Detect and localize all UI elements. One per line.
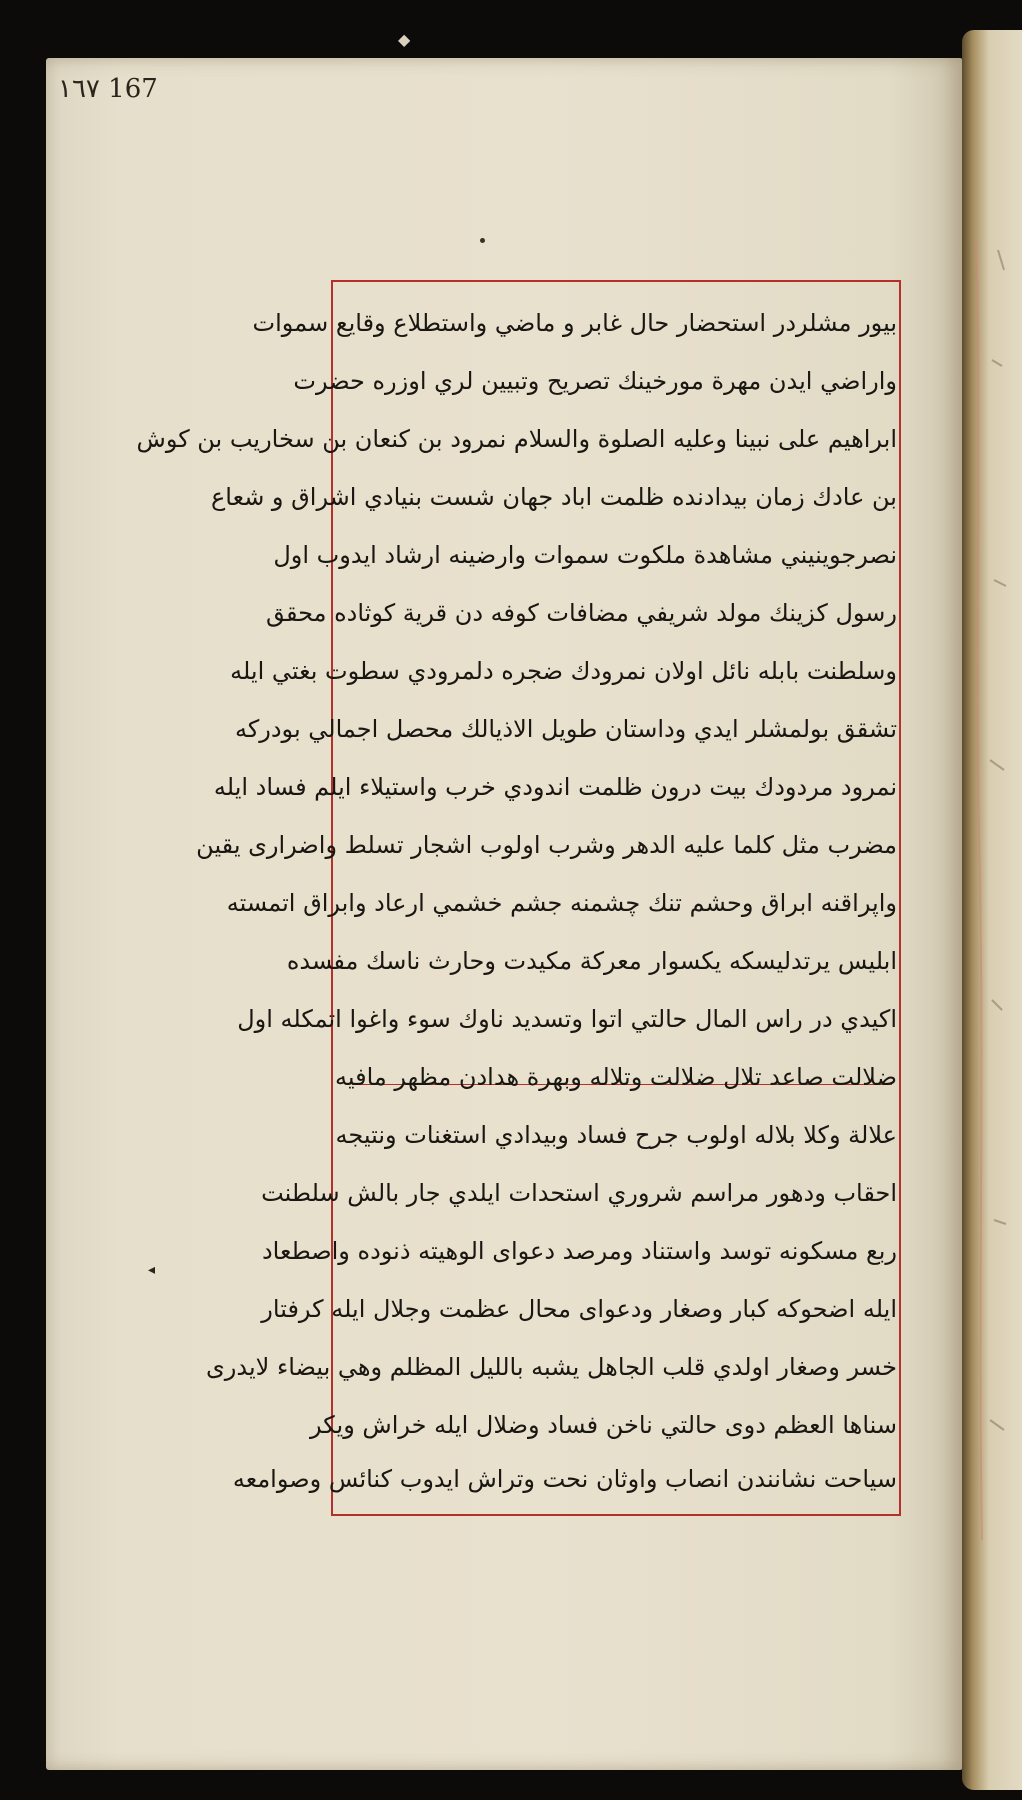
text-line: احقاب ودهور مراسم شروري استحدات ايلدي جار بالش سلطنت bbox=[261, 1179, 897, 1207]
adjacent-page-marks bbox=[968, 240, 1009, 1540]
text-line: وسلطنت بابله نائل اولان نمرودك ضجره دلمرودي سطوت بغتي ايله bbox=[230, 657, 897, 685]
text-line: ابليس يرتدليسكه يكسوار معركة مكيدت وحارث ناسك مفسده bbox=[286, 947, 897, 975]
text-line: سناها العظم دوى حالتي ناخن فساد وضلال ايله خراش ويكر bbox=[310, 1411, 897, 1439]
text-line: رسول كزينك مولد شريفي مضافات كوفه دن قرية كوثاده محقق bbox=[265, 599, 897, 627]
text-line: ابراهيم على نبينا وعليه الصلوة والسلام نمرود بن كنعان بن سخاريب بن كوش bbox=[136, 425, 897, 453]
text-line: بيور مشلردر استحضار حال غابر و ماضي واستطلاع وقايع سموات bbox=[252, 309, 897, 337]
text-line: ايله اضحوكه كبار وصغار ودعواى محال عظمت وجلال ايله كرفتار bbox=[261, 1295, 897, 1323]
ink-dot bbox=[480, 238, 485, 243]
text-line: واراضي ايدن مهرة مورخينك تصريح وتبيين لري اوزره حضرت bbox=[293, 367, 897, 395]
text-line: علالة وكلا بلاله اولوب جرح فساد وبيدادي استغنات ونتيجه bbox=[335, 1121, 897, 1149]
text-line: تشقق بولمشلر ايدي وداستان طويل الاذيالك محصل اجمالي بودركه bbox=[234, 715, 897, 743]
text-line: بن عادك زمان بيدادنده ظلمت اباد جهان شست بنيادي اشراق و شعاع bbox=[210, 483, 897, 511]
text-block bbox=[136, 288, 903, 1514]
margin-mark: ◂ bbox=[148, 1262, 156, 1278]
text-line: نمرود مردودك بيت درون ظلمت اندودي خرب واستيلاء ايلم فساد ايله bbox=[213, 773, 897, 801]
folio-number: ١٦٧ 167 bbox=[58, 74, 158, 104]
text-line: واپراقنه ابراق وحشم تنك چشمنه جشم خشمي ارعاد وابراق اتمسته bbox=[226, 889, 897, 917]
text-line: ربع مسكونه توسد واستناد ومرصد دعواى الوهيته ذنوده واصطعاد bbox=[261, 1237, 897, 1265]
text-line: مضرب مثل كلما عليه الدهر وشرب اولوب اشجار تسلط واضرارى يقين bbox=[196, 831, 897, 859]
text-line: اكيدي در راس المال حالتي اتوا وتسديد ناوك سوء واغوا اتمكله اول bbox=[237, 1005, 897, 1033]
text-line: سياحت نشانندن انصاب واوثان نحت وتراش ايدوب كنائس وصوامعه bbox=[232, 1465, 897, 1493]
text-line: ضلالت صاعد تلال ضلالت وتلاله وبهرة هدادن مظهر مافيه bbox=[335, 1063, 897, 1091]
text-line: خسر وصغار اولدي قلب الجاهل يشبه بالليل المظلم وهي بيضاء لايدرى bbox=[205, 1353, 897, 1381]
text-line: نصرجوينيني مشاهدة ملكوت سموات وارضينه ارشاد ايدوب اول bbox=[273, 541, 897, 569]
binding-mark: ◆ bbox=[398, 30, 411, 49]
